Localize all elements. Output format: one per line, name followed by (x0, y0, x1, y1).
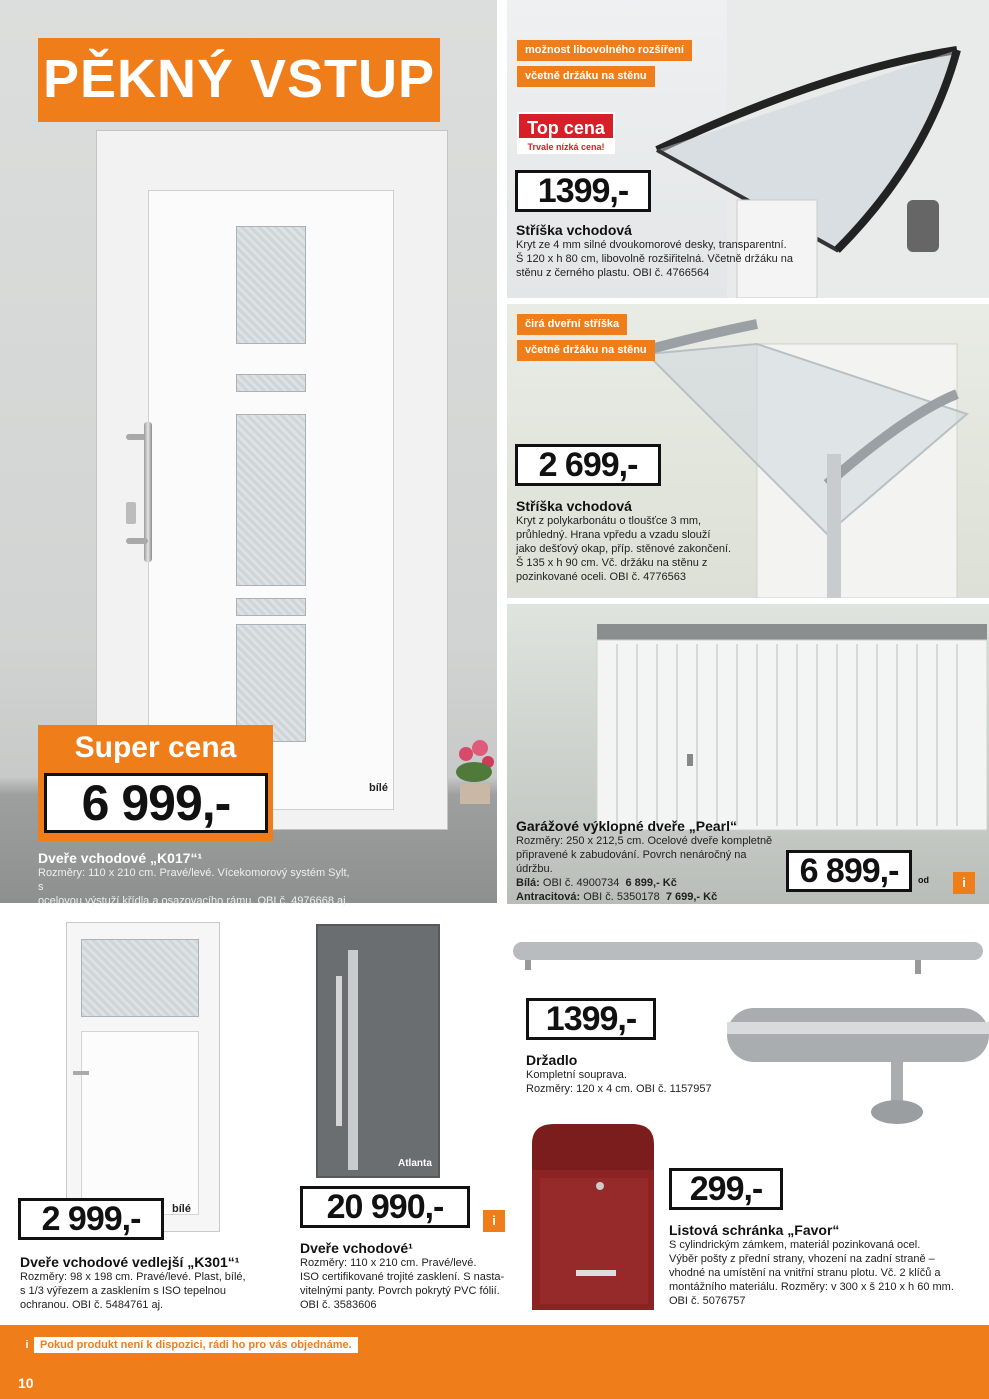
page-number: 10 (18, 1375, 34, 1391)
canopy1-desc-line: Kryt ze 4 mm silné dvoukomorové desky, transparentní. (516, 239, 787, 251)
canopy2-desc-line: pozinkované oceli. OBI č. 4776563 (516, 571, 687, 583)
super-price-box (38, 725, 273, 841)
atlanta-price: 20 990,- (300, 1186, 470, 1228)
atlanta-desc-line: Rozměry: 110 x 210 cm. Pravé/levé. (300, 1257, 477, 1269)
door-handle-bottom-mount (126, 538, 148, 544)
canopy2-tag-2: včetně držáku na stěnu (517, 340, 655, 361)
door-glass-3 (236, 414, 306, 586)
top-cena-badge (517, 112, 615, 156)
garage-white-price: 6 899,- Kč (625, 877, 677, 889)
mailbox-product-name: Listová schránka „Favor“ (669, 1222, 840, 1238)
canopy1-desc-line: stěnu z černého plastu. OBI č. 4766564 (516, 267, 710, 279)
mailbox-image (520, 1120, 664, 1316)
canopy2-tag-1: čirá dveřní stříška (517, 314, 627, 335)
garage-anth-label: Antracitová: (516, 891, 581, 903)
k301-product-info (20, 1254, 280, 1312)
handle-product-info (526, 1052, 726, 1096)
k301-glass (81, 939, 199, 1017)
top-cena-sub: Trvale nízká cena! (517, 140, 615, 154)
canopy1-product-info (516, 222, 806, 280)
k301-product-name: Dveře vchodové vedlejší „K301“¹ (20, 1254, 240, 1270)
mailbox-desc-line: OBI č. 5076757 (669, 1295, 746, 1307)
atlanta-info-icon[interactable]: i (483, 1210, 505, 1232)
garage-price: 6 899,- (786, 850, 912, 892)
atlanta-door-image (316, 924, 440, 1178)
handle-desc-line: Rozměry: 120 x 4 cm. OBI č. 1157957 (526, 1083, 712, 1095)
door-lock (126, 502, 136, 524)
hero-desc-line: Rozměry: 110 x 210 cm. Pravé/levé. Vícekomorový systém Sylt, s (38, 867, 350, 893)
mailbox-desc-line: S cylindrickým zámkem, materiál pozinkovaná ocel. (669, 1239, 921, 1251)
hero-variant-label: bílé (369, 782, 388, 794)
mailbox-desc-line: vhodné na umístění na vnitřní stranu plotu. Vč. 2 klíčů a (669, 1267, 941, 1279)
atlanta-desc-line: ISO certifikované trojité zasklení. S nasta- (300, 1271, 505, 1283)
door-glass-1 (236, 226, 306, 344)
k301-lower-panel (81, 1031, 199, 1215)
canopy1-tag-1: možnost libovolného rozšíření (517, 40, 692, 61)
hero-product-name: Dveře vchodové „K017“¹ (38, 850, 203, 866)
k301-desc-line: s 1/3 výřezem a zasklením s ISO tepelnou (20, 1285, 227, 1297)
info-icon: i (20, 1337, 36, 1353)
atlanta-product-info (300, 1240, 520, 1312)
hero-price: 6 999,- (44, 773, 268, 833)
garage-anth-price: 7 699,- Kč (665, 891, 718, 903)
garage-desc-line: Rozměry: 250 x 212,5 cm. Ocelové dveře kompletně (516, 835, 773, 847)
mailbox-desc-line: Výběr pošty z přední strany, vhození na zadní straně – (669, 1253, 935, 1265)
garage-anth-row (516, 890, 786, 904)
atlanta-handle (336, 976, 342, 1126)
hero-title-box (38, 38, 440, 122)
canopy1-desc-line: Š 120 x h 80 cm, libovolně rozšiřitelná. Včetně držáku na (516, 253, 793, 265)
atlanta-desc-line: vitelnými panty. Povrch pokrytý PVC fólií. (300, 1285, 500, 1297)
canopy1-price: 1399,- (515, 170, 651, 212)
mailbox-price: 299,- (669, 1168, 783, 1210)
atlanta-desc-line: OBI č. 3583606 (300, 1299, 377, 1311)
k301-desc-line: ochranou. OBI č. 5484761 aj. (20, 1299, 164, 1311)
footer-order-note (20, 1337, 358, 1353)
canopy1-product-name: Stříška vchodová (516, 222, 632, 238)
canopy2-product-name: Stříška vchodová (516, 498, 632, 514)
k301-handle (73, 1071, 89, 1075)
garage-product-info (516, 818, 786, 904)
top-cena-label: Top cena (517, 112, 615, 140)
mailbox-desc-line: montážního materiálu. Rozměry: v 300 x š 210 x h 60 mm. (669, 1281, 954, 1293)
garage-desc-line: připravené k zabudování. Povrch nenáročný na údržbu. (516, 849, 747, 875)
canopy2-product-info (516, 498, 746, 584)
k301-variant-label: bílé (172, 1203, 191, 1215)
mailbox-product-info (669, 1222, 969, 1308)
k301-desc-line: Rozměry: 98 x 198 cm. Pravé/levé. Plast, bílé, (20, 1271, 246, 1283)
flower-pot-image (452, 732, 497, 804)
page-title: PĚKNÝ VSTUP (42, 49, 436, 109)
garage-anth-code: OBI č. 5350178 (583, 891, 660, 903)
canopy1-tag-2: včetně držáku na stěnu (517, 66, 655, 87)
canopy2-desc-line: průhledný. Hrana vpředu a vzadu slouží (516, 529, 711, 541)
footer-note-text: Pokud produkt není k dispozici, rádi ho pro vás objednáme. (40, 1339, 352, 1351)
k301-door-image (66, 922, 220, 1232)
canopy2-desc-line: jako dešťový okap, příp. stěnové zakončení. (516, 543, 732, 555)
canopy2-desc-line: Š 135 x h 90 cm. Vč. držáku na stěnu z (516, 557, 708, 569)
garage-price-od: od (918, 875, 929, 885)
atlanta-product-name: Dveře vchodové¹ (300, 1240, 413, 1256)
handle-desc-line: Kompletní souprava. (526, 1069, 627, 1081)
garage-white-row (516, 876, 786, 890)
k301-price: 2 999,- (18, 1198, 164, 1240)
canopy2-price: 2 699,- (515, 444, 661, 486)
canopy2-desc-line: Kryt z polykarbonátu o tloušťce 3 mm, (516, 515, 702, 527)
garage-info-icon[interactable]: i (953, 872, 975, 894)
garage-white-code: OBI č. 4900734 (542, 877, 620, 889)
hero-product-info (38, 850, 358, 908)
hero-desc-line: ocelovou výstuží křídla a osazovacího rámu. OBI č. 4976668 aj. (38, 895, 349, 907)
door-glass-2 (236, 374, 306, 392)
atlanta-glass-strip (348, 950, 358, 1170)
atlanta-variant-label: Atlanta (398, 1158, 432, 1169)
garage-product-name: Garážové výklopné dveře „Pearl“ (516, 818, 737, 834)
door-glass-4 (236, 598, 306, 616)
garage-white-label: Bílá: (516, 877, 540, 889)
super-price-label: Super cena (74, 731, 237, 764)
handle-price: 1399,- (526, 998, 656, 1040)
handle-product-name: Držadlo (526, 1052, 578, 1068)
